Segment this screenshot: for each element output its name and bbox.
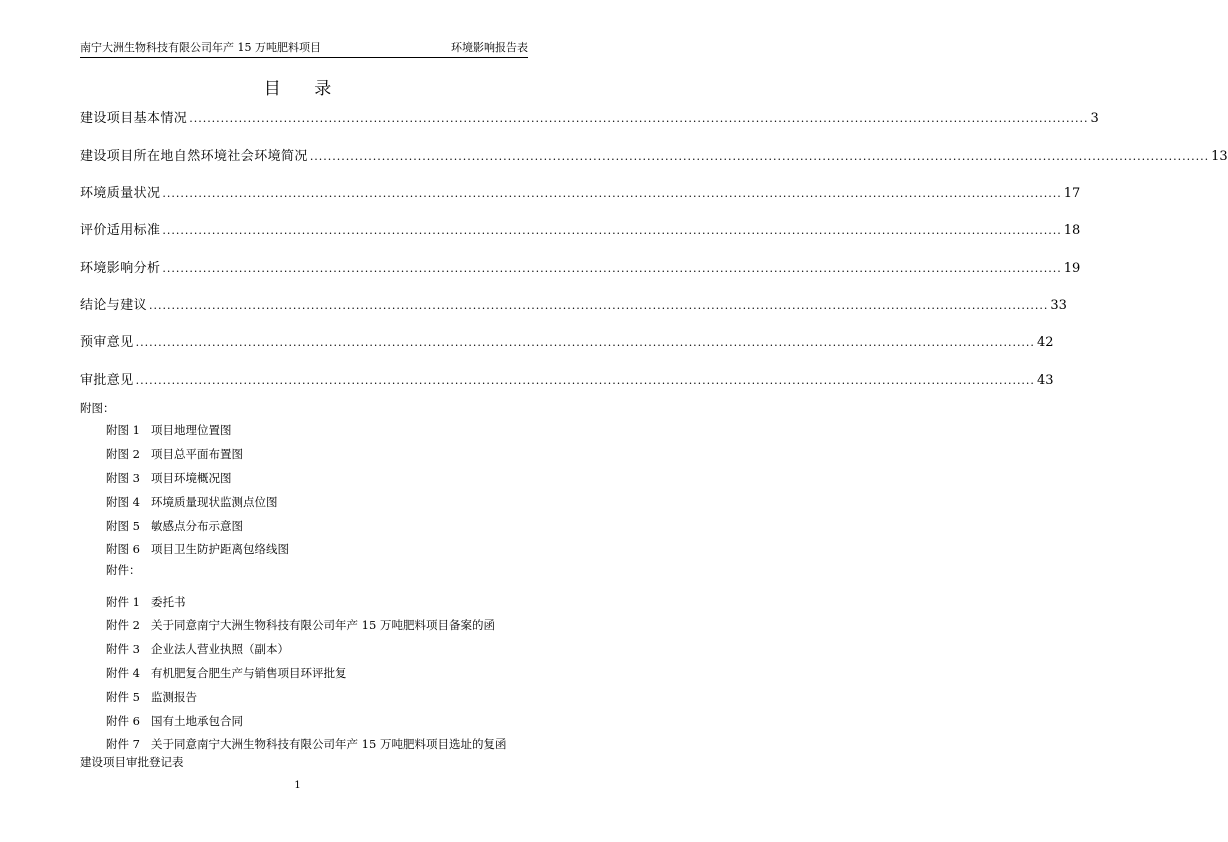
attachment-item <box>106 594 186 610</box>
toc-entry[interactable] <box>80 257 1081 277</box>
attachment-title: 企业法人营业执照（副本） <box>151 642 289 656</box>
toc-entry-page: 3 <box>1090 111 1099 126</box>
attachment-title: 国有土地承包合同 <box>151 714 243 728</box>
attachment-number: 附件 3 <box>106 642 140 656</box>
toc-entry-label: 建设项目所在地自然环境社会环境简况 <box>80 149 308 164</box>
page-number: 1 <box>294 780 301 791</box>
page-title: 目 录 <box>263 79 346 99</box>
attachment-item <box>106 689 197 705</box>
toc-leader-dots: ........................................................................................................................................................................................................ <box>309 150 1210 163</box>
toc-entry[interactable] <box>80 294 1067 314</box>
toc-leader-dots: ........................................................................................................................................................................................................ <box>149 299 1049 312</box>
toc-entry[interactable] <box>80 145 1228 165</box>
figure-item <box>106 518 243 534</box>
header-project-title: 南宁大洲生物科技有限公司年产 15 万吨肥料项目 <box>80 41 321 54</box>
figure-item <box>106 494 278 510</box>
attachment-number: 附件 1 <box>106 595 140 609</box>
attachments-heading: 附件： <box>106 563 141 577</box>
header-report-type: 环境影响报告表 <box>451 41 528 54</box>
figure-item <box>106 422 232 438</box>
toc-entry-label: 建设项目基本情况 <box>80 111 188 126</box>
figure-number: 附图 1 <box>106 423 140 437</box>
toc-entry-label: 评价适用标准 <box>80 223 161 238</box>
header-rule <box>80 57 528 58</box>
attachments-trailing-item: 建设项目审批登记表 <box>80 755 184 769</box>
attachment-title: 有机肥复合肥生产与销售项目环评批复 <box>151 666 347 680</box>
figure-title: 项目环境概况图 <box>151 471 232 485</box>
figure-number: 附图 6 <box>106 542 140 556</box>
toc-entry-page: 13 <box>1211 149 1228 164</box>
attachment-title: 监测报告 <box>151 690 197 704</box>
attachment-number: 附件 4 <box>106 666 140 680</box>
toc-entry-page: 18 <box>1063 223 1081 238</box>
toc-leader-dots: ........................................................................................................................................................................................................ <box>162 262 1062 275</box>
toc-leader-dots: ........................................................................................................................................................................................................ <box>162 224 1062 237</box>
toc-leader-dots: ........................................................................................................................................................................................................ <box>189 112 1089 125</box>
figure-item <box>106 446 243 462</box>
attachment-title: 关于同意南宁大洲生物科技有限公司年产 15 万吨肥料项目备案的函 <box>151 618 495 632</box>
toc-entry-page: 19 <box>1063 261 1081 276</box>
figure-title: 敏感点分布示意图 <box>151 519 243 533</box>
figure-item <box>106 541 289 557</box>
attachment-item <box>106 736 506 752</box>
attachment-number: 附件 5 <box>106 690 140 704</box>
attachment-title: 委托书 <box>151 595 186 609</box>
figure-number: 附图 3 <box>106 471 140 485</box>
toc-entry[interactable] <box>80 331 1054 351</box>
attachment-number: 附件 2 <box>106 618 140 632</box>
page-header <box>80 41 528 55</box>
toc-entry-label: 审批意见 <box>80 373 134 388</box>
toc-entry[interactable] <box>80 369 1054 389</box>
attachment-item <box>106 641 289 657</box>
figure-number: 附图 4 <box>106 495 140 509</box>
attachment-item <box>106 617 495 633</box>
figures-heading: 附图： <box>80 401 115 415</box>
figure-title: 项目卫生防护距离包络线图 <box>151 542 289 556</box>
toc-entry-label: 预审意见 <box>80 335 134 350</box>
attachment-item <box>106 713 243 729</box>
toc-entry-page: 17 <box>1063 186 1081 201</box>
toc-leader-dots: ........................................................................................................................................................................................................ <box>135 336 1035 349</box>
toc-leader-dots: ........................................................................................................................................................................................................ <box>135 374 1035 387</box>
toc-entry-label: 结论与建议 <box>80 298 148 313</box>
figure-number: 附图 2 <box>106 447 140 461</box>
attachment-title: 关于同意南宁大洲生物科技有限公司年产 15 万吨肥料项目选址的复函 <box>151 737 507 751</box>
toc-entry-page: 33 <box>1050 298 1067 313</box>
toc-entry-page: 42 <box>1036 335 1054 350</box>
toc-leader-dots: ........................................................................................................................................................................................................ <box>162 187 1062 200</box>
attachment-number: 附件 6 <box>106 714 140 728</box>
figure-title: 项目地理位置图 <box>151 423 232 437</box>
toc-entry[interactable] <box>80 107 1099 127</box>
figure-title: 环境质量现状监测点位图 <box>151 495 278 509</box>
figure-item <box>106 470 232 486</box>
toc-entry[interactable] <box>80 219 1081 239</box>
figure-number: 附图 5 <box>106 519 140 533</box>
attachment-number: 附件 7 <box>106 737 140 751</box>
toc-entry-label: 环境影响分析 <box>80 261 161 276</box>
toc-entry-label: 环境质量状况 <box>80 186 161 201</box>
attachment-item <box>106 665 347 681</box>
toc-entry[interactable] <box>80 182 1081 202</box>
toc-entry-page: 43 <box>1036 373 1054 388</box>
figure-title: 项目总平面布置图 <box>151 447 243 461</box>
